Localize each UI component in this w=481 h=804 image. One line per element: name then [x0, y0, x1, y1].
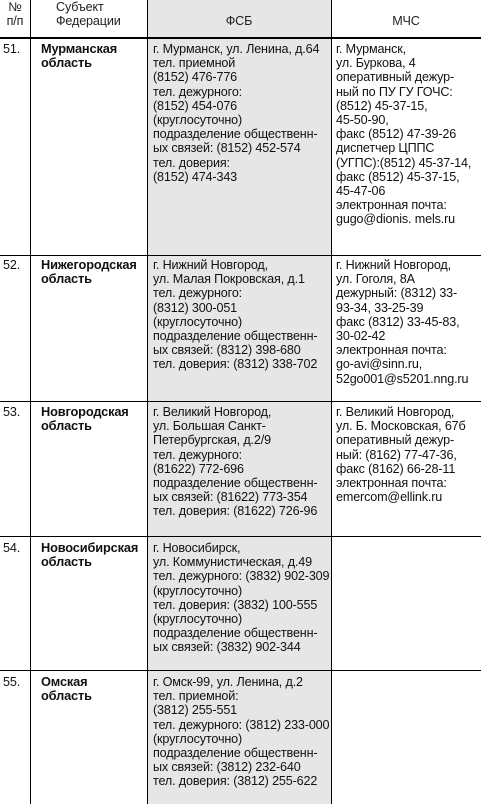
row-divider — [0, 255, 481, 256]
row-subject: Новосибирская область — [41, 540, 139, 570]
row-fsb-contacts: г. Великий Новгород, ул. Большая Санкт- Петербургская, д.2/9 тел. дежурного: (81622) 772-696 подразделение общественн- ых связей: (81622) 773-354 тел. доверия: (81622) 726-96 — [153, 405, 318, 519]
row-divider — [0, 536, 481, 537]
row-fsb-contacts: г. Новосибирск, ул. Коммунистическая, д.49 тел. дежурного: (3832) 902-309 (круглосуточно) тел. доверия: (3832) 100-555 (круглосуточно) подразделение общественн- ых связей: (3832) 902-344 — [153, 541, 330, 655]
row-mchs-contacts: г. Великий Новгород, ул. Б. Московская, 67б оперативный дежур- ный: (8162) 77-47-36, факс (8162) 66-28-11 электронная почта: emercom@ellink.ru — [336, 405, 466, 505]
row-fsb-contacts: г. Омск-99, ул. Ленина, д.2 тел. приемной: (3812) 255-551 тел. дежурного: (3812) 233-000 (круглосуточно) подразделение общественн- ых связей: (3812) 232-640 тел. доверия: (3812) 255-622 — [153, 675, 330, 789]
column-divider — [331, 0, 332, 804]
row-divider — [0, 401, 481, 402]
row-mchs-contacts: г. Нижний Новгород, ул. Гоголя, 8А дежурный: (8312) 33- 93-34, 33-25-39 факс (8312) 33-45-83, 30-02-42 электронная почта: go-avi@sinn.ru, 52go001@s5201.nng.ru — [336, 258, 469, 386]
header-mchs: МЧС — [392, 14, 420, 28]
row-number: 55. — [3, 675, 21, 689]
header-divider — [0, 37, 481, 39]
header-fsb: ФСБ — [225, 14, 253, 28]
row-number: 54. — [3, 541, 21, 555]
row-mchs-contacts: г. Мурманск, ул. Буркова, 4 оперативный дежур- ный по ПУ ГУ ГОЧС: (8512) 45-37-15, 45-50-90, факс (8512) 47-39-26 диспетчер ЦППС (УГПС):(8512) 45-37-14, факс (8512) 45-37-15, 45-47-06 электронная почта: gugo@dionis. mels.ru — [336, 42, 472, 227]
row-subject: Мурманская область — [41, 41, 118, 71]
row-number: 53. — [3, 405, 21, 419]
row-fsb-contacts: г. Мурманск, ул. Ленина, д.64 тел. приемной (8152) 476-776 тел. дежурного: (8152) 454-076 (круглосуточно) подразделение общественн- ых связей: (8152) 452-574 тел. доверия: (8152) 474-343 — [153, 42, 320, 184]
row-divider — [0, 670, 481, 671]
row-subject: Омская область — [41, 674, 92, 704]
column-divider — [147, 0, 148, 804]
header-num: № п/п — [6, 0, 24, 28]
header-subject: Субъект Федерации — [56, 0, 121, 28]
row-subject: Нижегородская область — [41, 257, 137, 287]
row-number: 52. — [3, 258, 21, 272]
column-divider — [30, 0, 31, 804]
row-subject: Новгородская область — [41, 404, 129, 434]
row-fsb-contacts: г. Нижний Новгород, ул. Малая Покровская, д.1 тел. дежурного: (8312) 300-051 (круглосуточно) подразделение общественн- ых связей: (8312) 398-680 тел. доверия: (8312) 338-702 — [153, 258, 318, 372]
row-number: 51. — [3, 42, 21, 56]
